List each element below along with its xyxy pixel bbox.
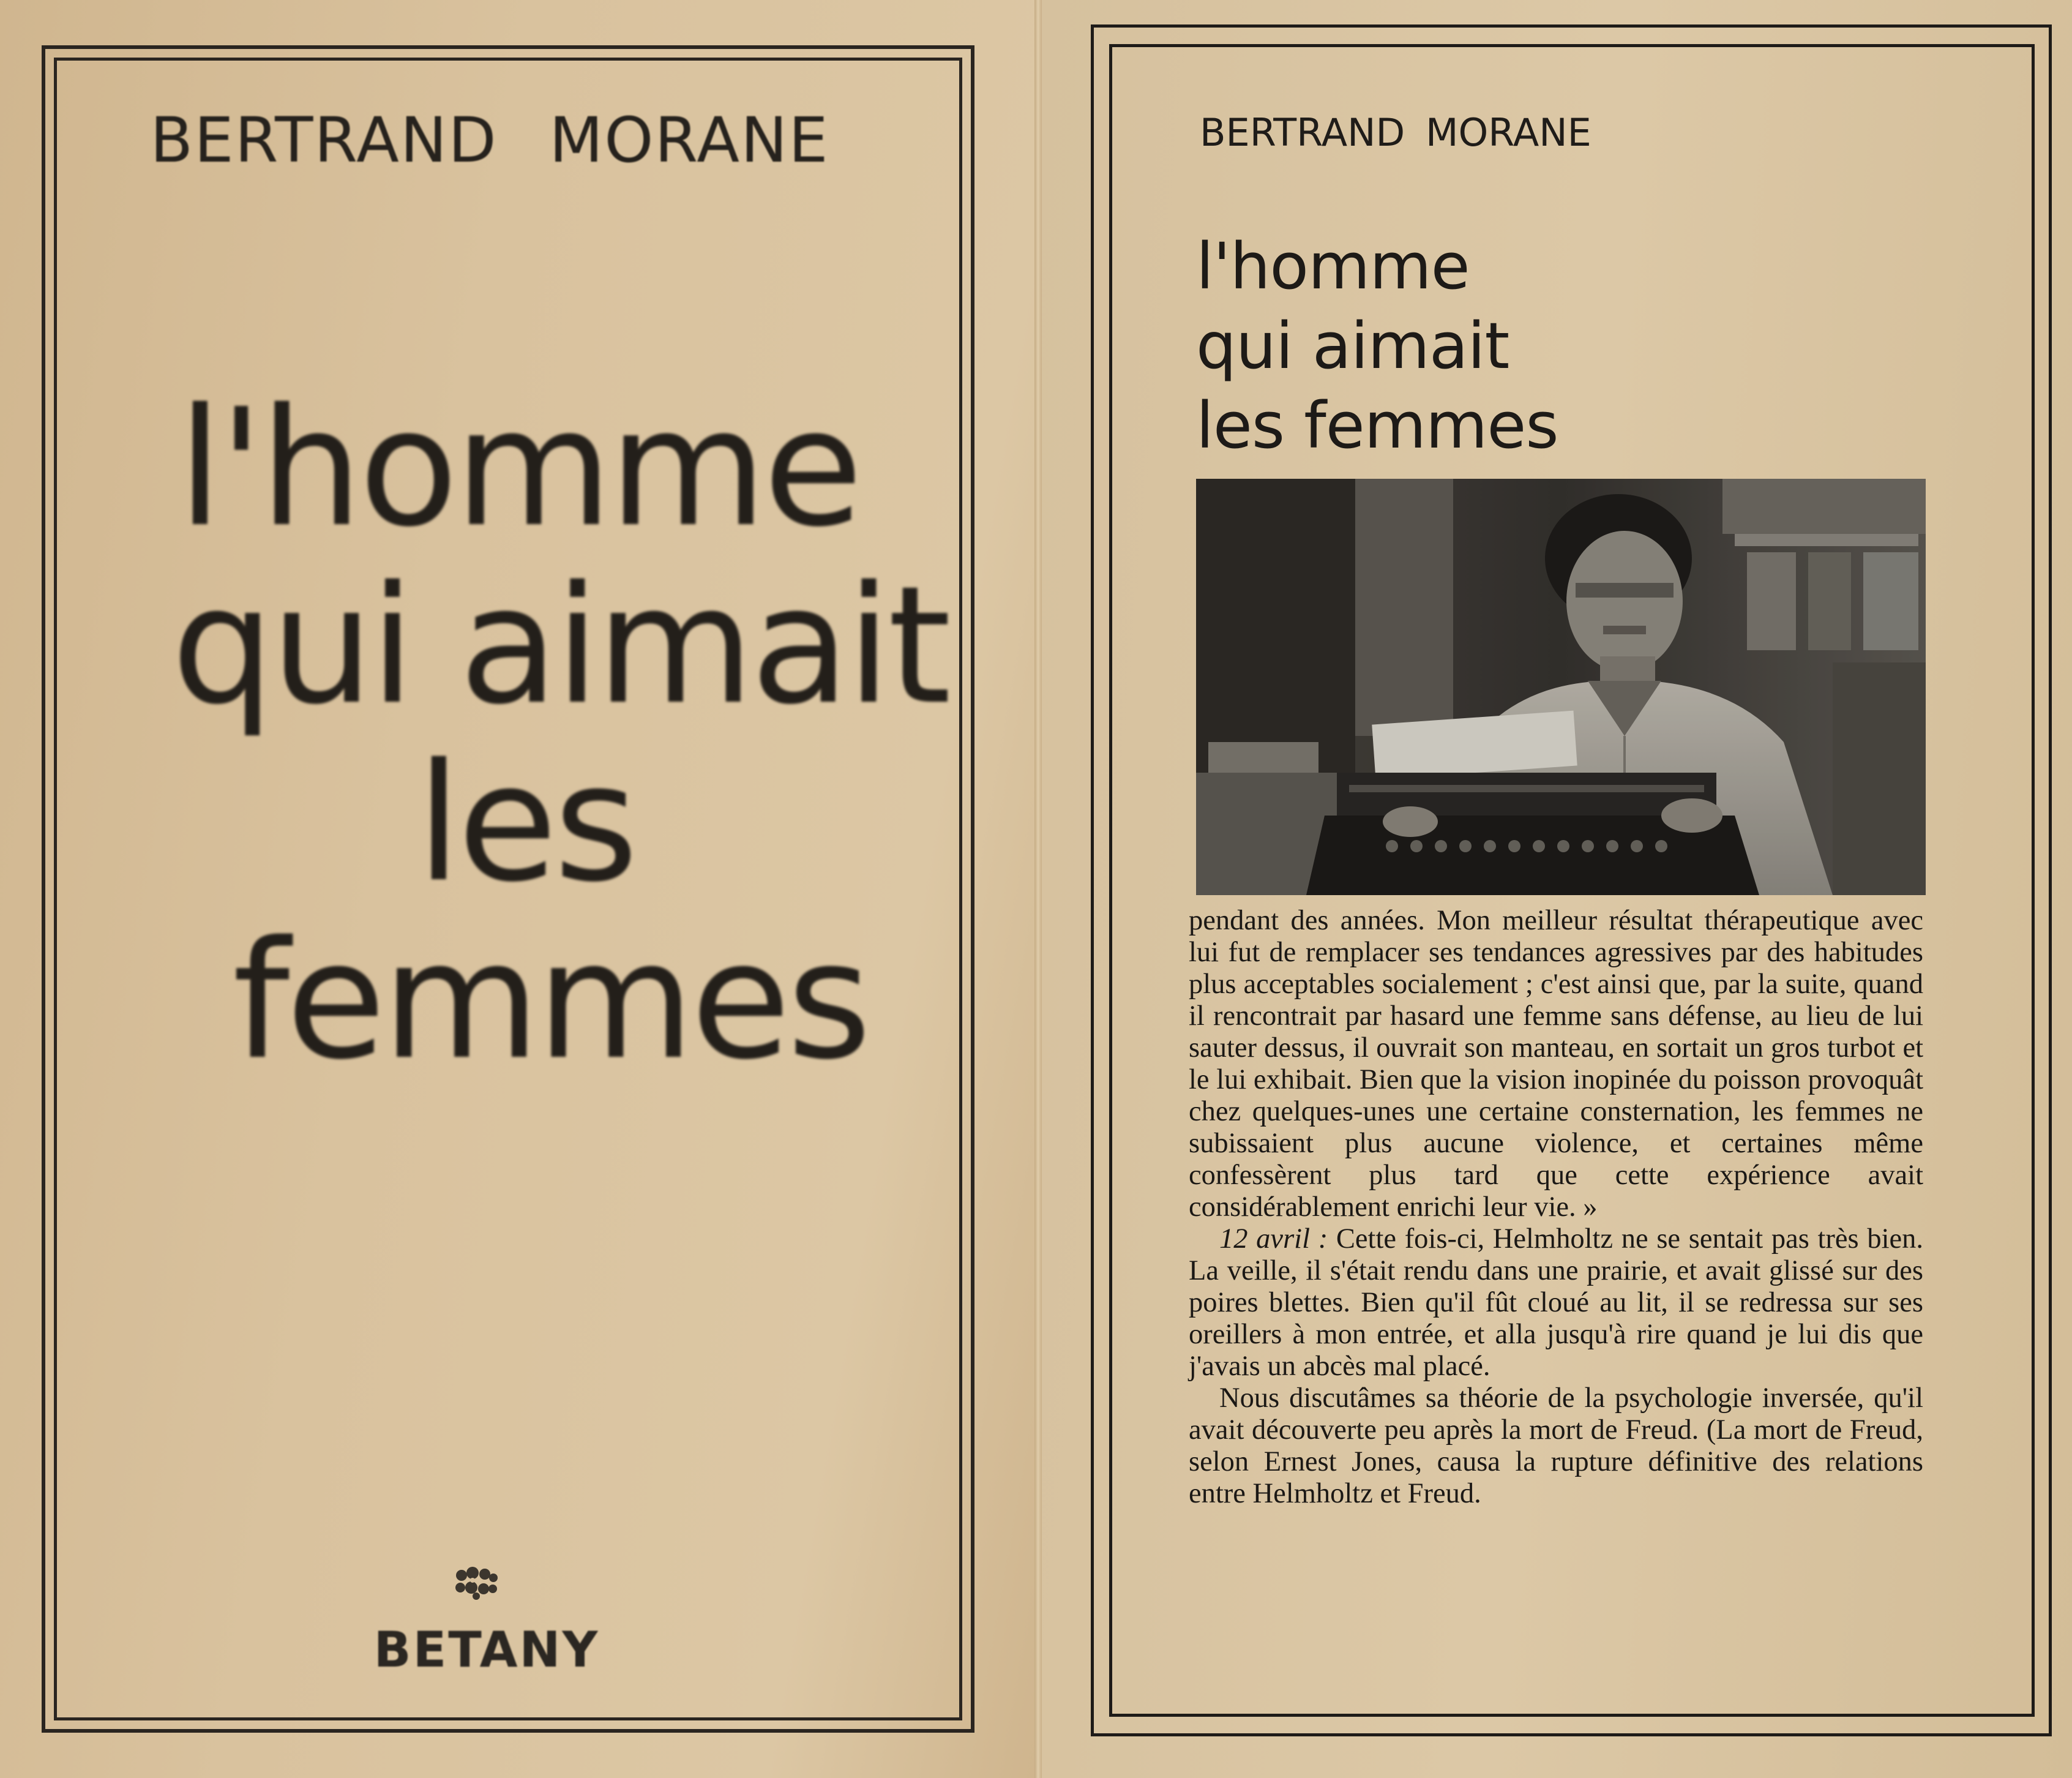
cover-author: BERTRAND MORANE bbox=[150, 104, 829, 177]
excerpt-paragraph: Nous discutâmes sa théorie de la psychologie inversée, qu'il avait découverte peu après la mort de Freud. (La mort de Freud, selon Ernest Jones, causa la rupture définitive des relations entre Helmholtz et Freud. bbox=[1189, 1382, 1923, 1509]
inner-title-line: l'homme bbox=[1196, 229, 1470, 304]
inner-page bbox=[1042, 0, 2072, 1778]
man-at-typewriter-photo bbox=[1196, 479, 1926, 895]
page-seam bbox=[1034, 0, 1042, 1778]
excerpt-paragraph bbox=[1189, 1223, 1923, 1382]
entry-text: Cette fois-ci, Helmholtz ne se sentait pas très bien. La veille, il s'était rendu dans une prairie, et avait glissé sur des poires blettes. Bien qu'il fût cloué au lit, il se redressa sur ses oreillers à mon entrée, et alla jusqu'à rire quand je lui dis que j'avais un abcès mal placé. bbox=[1189, 1223, 1923, 1382]
cover-title-line: qui aimait bbox=[171, 552, 948, 740]
inner-title bbox=[1196, 227, 1558, 465]
cover-title bbox=[171, 374, 948, 1095]
inner-title-line: qui aimait bbox=[1196, 309, 1509, 383]
inner-author: BERTRAND MORANE bbox=[1200, 110, 1591, 155]
cover-page bbox=[0, 0, 1034, 1778]
cover-title-line: femmes bbox=[233, 907, 868, 1095]
cover-title-line: les bbox=[416, 729, 635, 918]
inner-title-line: les femmes bbox=[1196, 388, 1558, 463]
excerpt-text bbox=[1189, 905, 1923, 1510]
excerpt-paragraph: pendant des années. Mon meilleur résultat thérapeutique avec lui fut de remplacer ses tendances agressives par des habitudes plus acceptables socialement ; c'est ainsi que, par la suite, quand il rencontrait par hasard une femme sans défense, au lieu de lui sauter dessus, il ouvrait son manteau, en sortait un gros turbot et le lui exhibait. Bien que la vision inopinée du poisson provoquât chez quelques-unes une certaine consternation, les femmes ne subissaient plus aucune violence, et certaines même confessèrent plus tard que cette expérience avait considérablement enrichi leur vie. » bbox=[1189, 905, 1923, 1223]
publisher-name: BETANY bbox=[373, 1621, 600, 1678]
betany-logo-icon bbox=[454, 1564, 498, 1601]
entry-date: 12 avril : bbox=[1219, 1223, 1328, 1255]
cover-title-line: l'homme bbox=[178, 374, 859, 563]
